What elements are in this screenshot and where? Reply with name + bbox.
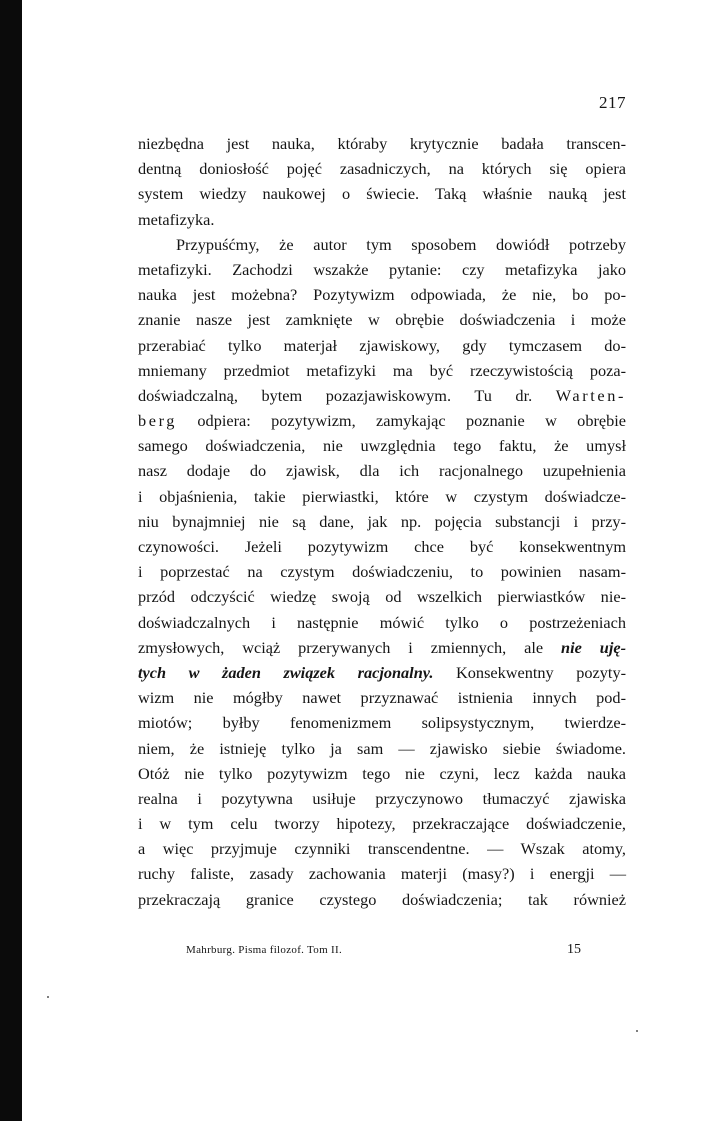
text-line: i w tym celu tworzy hipotezy, przekraczające doświadczenie, (138, 814, 626, 834)
text-line (138, 408, 626, 433)
text-line: niem, że istnieję tylko ja sam — zjawisko siebie świadome. (138, 738, 626, 758)
text-fragment: Konsekwentny pozyty- (456, 662, 627, 682)
text-line: i poprzestać na czystym doświadczeniu, to powinien nasam- (138, 562, 626, 582)
paragraph-start-line: Przypuśćmy, że autor tym sposobem dowiódł potrzeby (176, 234, 626, 254)
text-fragment: doświadczalną, bytem pozazjawiskowym. Tu dr. (138, 385, 533, 405)
paper-speck (47, 996, 49, 998)
sheet-number: 15 (567, 942, 581, 957)
book-page (138, 0, 626, 1121)
text-fragment: odpiera: pozytywizm, zamykając poznanie w obrębie (197, 411, 626, 431)
text-line: przerabiać tylko materjał zjawiskowy, gdy tymczasem do- (138, 335, 626, 355)
author-name-spaced: Warten- (555, 385, 626, 405)
text-line: niu bynajmniej nie są dane, jak np. pojęcia substancji i przy- (138, 511, 626, 531)
text-line: Otóż nie tylko pozytywizm tego nie czyni, lecz każda nauka (138, 763, 626, 783)
body-text (138, 131, 626, 912)
printer-signature: Mahrburg. Pisma filozof. Tom II. (186, 944, 342, 956)
text-line: metafizyka. (138, 209, 215, 229)
text-line: metafizyki. Zachodzi wszakże pytanie: czy metafizyka jako (138, 259, 626, 279)
text-line: niezbędna jest nauka, któraby krytycznie badała transcen- (138, 134, 626, 153)
text-line: mniemany przedmiot metafizyki ma być rzeczywistością poza- (138, 360, 626, 380)
text-line: nasz dodaje do zjawisk, dla ich racjonalnego uzupełnienia (138, 461, 626, 481)
text-line: przód odczyścić wiedzę swoją od wszelkich pierwiastków nie- (138, 587, 626, 607)
text-line: wizm nie mógłby nawet przyznawać istnienia innych pod- (138, 688, 626, 708)
paper-speck (636, 1030, 638, 1032)
author-name-spaced: berg (138, 411, 178, 431)
text-line: samego doświadczenia, nie uwzględnia tego faktu, że umysł (138, 436, 626, 456)
text-line: przekraczają granice czystego doświadczenia; tak również (138, 889, 626, 909)
text-line: dentną doniosłość pojęć zasadniczych, na których się opiera (138, 159, 626, 179)
book-binding-edge (0, 0, 22, 1121)
italic-emphasis: nie uję- (561, 637, 626, 657)
text-line: realna i pozytywna usiłuje przyczynowo tłumaczyć zjawiska (138, 788, 626, 808)
text-line: miotów; byłby fenomenizmem solipsystycznym, twierdze- (138, 713, 626, 733)
text-fragment: zmysłowych, wciąż przerywanych i zmiennych, ale (138, 637, 544, 657)
text-line: nauka jest możebna? Pozytywizm odpowiada, że nie, bo po- (138, 285, 626, 305)
text-line: a więc przyjmuje czynniki transcendentne. — Wszak atomy, (138, 839, 626, 859)
text-line: doświadczalnych i następnie mówić tylko o postrzeżeniach (138, 612, 626, 632)
text-line: system wiedzy naukowej o świecie. Taką właśnie nauką jest (138, 184, 626, 204)
italic-emphasis: tych w żaden związek racjonalny. (138, 662, 434, 682)
text-line: znanie nasze jest zamknięte w obrębie doświadczenia i może (138, 310, 626, 330)
text-line: i objaśnienia, takie pierwiastki, które w czystym doświadcze- (138, 486, 626, 506)
text-line: czynowości. Jeżeli pozytywizm chce być konsekwentnym (138, 537, 626, 556)
text-line (138, 660, 626, 685)
text-line (138, 635, 626, 660)
text-line: ruchy faliste, zasady zachowania materji (masy?) i energji — (138, 864, 626, 884)
page-number: 217 (599, 93, 626, 112)
text-line (138, 383, 626, 408)
